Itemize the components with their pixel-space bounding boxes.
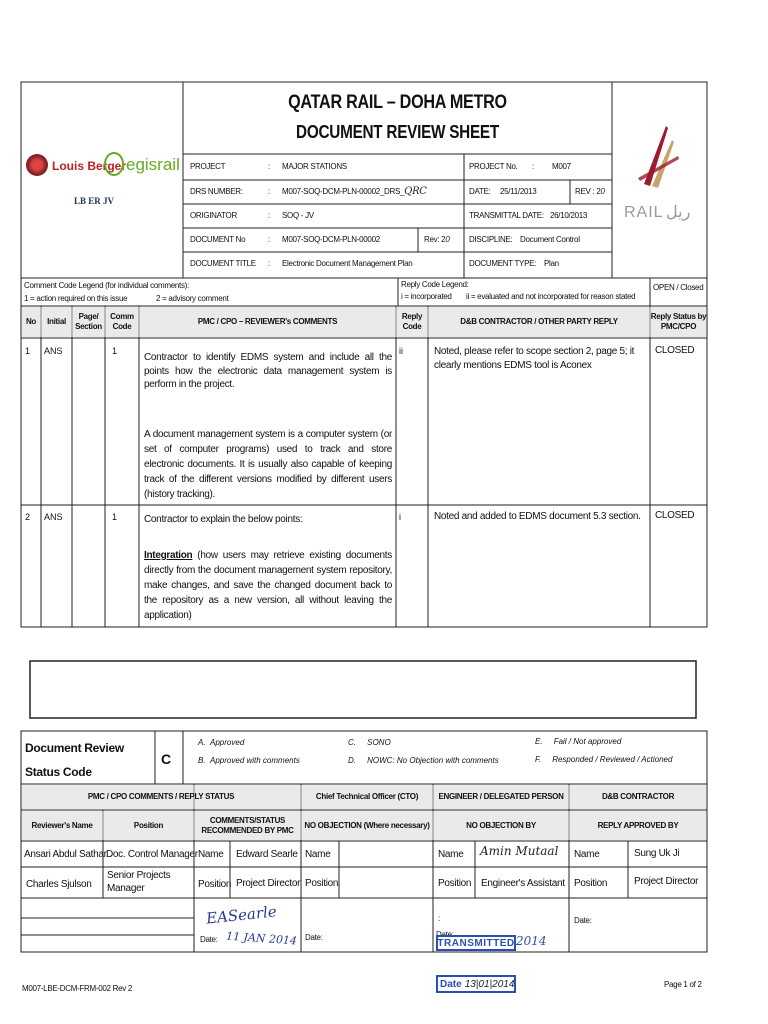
status-code-label-1: Document Review xyxy=(25,741,124,755)
db-date-label: Date: xyxy=(574,916,592,925)
originator-label: ORIGINATOR xyxy=(190,211,237,220)
row-initial: ANS xyxy=(44,346,63,356)
cto-position-label: Position xyxy=(198,879,232,890)
option-text: NOWC: No Objection with comments xyxy=(367,756,499,765)
col-no: No xyxy=(25,317,37,326)
option-key: F. xyxy=(535,755,542,764)
row-comm-code: 1 xyxy=(112,346,118,356)
col-initial: Initial xyxy=(47,317,66,326)
stamp-text: TRANSMITTED xyxy=(437,937,515,949)
db-name-value: Sung Uk Ji xyxy=(634,848,680,859)
comment-legend-2: 2 = advisory comment xyxy=(156,294,229,303)
eng-date-label: Date: xyxy=(436,930,454,939)
comments-status-header: COMMENTS/STATUS RECOMMENDED BY PMC xyxy=(201,815,294,835)
doctitle-label: DOCUMENT TITLE xyxy=(190,259,256,268)
option-key: A. xyxy=(198,738,206,747)
option-text: Fail / Not approved xyxy=(553,737,622,746)
transmittal-value: 26/10/2013 xyxy=(550,211,588,220)
cto-signature: EASearle xyxy=(205,902,278,928)
projno-label: PROJECT No. xyxy=(469,162,518,171)
eng-date-colon: : xyxy=(438,914,441,923)
status-option-d xyxy=(348,756,499,766)
date-value: 25/11/2013 xyxy=(500,187,537,196)
discipline-value: Document Control xyxy=(520,235,580,244)
noobj-name-label: Name xyxy=(305,849,331,860)
col-reply-code: Reply Code xyxy=(401,312,423,331)
page-number: Page 1 of 2 xyxy=(664,980,702,989)
drs-colon: : xyxy=(268,187,271,196)
docno-rev-hand: 0 xyxy=(445,235,450,244)
reviewer-1-name: Ansari Abdul Sathar xyxy=(24,849,107,860)
option-text: Approved xyxy=(210,738,245,747)
comment-legend-1: 1 = action required on this issue xyxy=(24,294,128,303)
option-text: Approved with comments xyxy=(210,756,300,765)
option-key: C. xyxy=(348,738,356,747)
qatar-rail-logo xyxy=(618,114,700,234)
eng-position-label: Position xyxy=(438,878,472,889)
col-comm-code: Comm Code xyxy=(110,312,134,331)
originator-colon: : xyxy=(268,211,271,220)
status-code-value: C xyxy=(161,751,172,767)
rev-field xyxy=(575,187,605,197)
cto-signature-date: 11 JAN 2014 xyxy=(225,929,298,948)
row-status: CLOSED xyxy=(655,510,695,521)
rail-logo-arabic-text: ريل xyxy=(666,204,691,221)
reply-legend-ii: ii = evaluated and not incorporated for reason stated xyxy=(466,292,636,301)
jv-label: LB ER JV xyxy=(74,196,115,206)
project-label: PROJECT xyxy=(190,162,226,171)
col-comments: PMC / CPO – REVIEWER's COMMENTS xyxy=(197,317,338,326)
row-no: 1 xyxy=(25,346,31,356)
db-header: D&B CONTRACTOR xyxy=(601,792,675,801)
no-objection-by-header: NO OBJECTION BY xyxy=(466,820,536,830)
noobj-position-label: Position xyxy=(305,878,339,889)
originator-value: SOQ - JV xyxy=(282,211,314,220)
row-reply-code: ii xyxy=(399,346,403,356)
docno-colon: : xyxy=(268,235,271,244)
status-option-f xyxy=(535,755,672,765)
db-position-label: Position xyxy=(574,878,608,889)
reviewer-2-position: Senior Projects Manager xyxy=(107,870,171,894)
drs-label: DRS NUMBER: xyxy=(190,187,243,196)
transmitted-stamp xyxy=(436,935,516,951)
cto-name-label: Name xyxy=(198,849,224,860)
row-comment-p2 xyxy=(144,548,392,623)
docno-rev-label: Rev: 2 xyxy=(424,235,446,244)
cto-header: Chief Technical Officer (CTO) xyxy=(315,792,419,801)
row-no: 2 xyxy=(25,512,31,522)
row-initial: ANS xyxy=(44,512,63,522)
rail-logo-text: RAIL xyxy=(624,204,664,221)
option-key: E. xyxy=(535,737,543,746)
position-header: Position xyxy=(133,820,164,830)
qatar-rail-emblem-icon xyxy=(618,114,700,204)
docno-rev xyxy=(424,235,449,245)
row-comment-p1: Contractor to identify EDMS system and include all the points how the electronic data management system is perform in the project. xyxy=(144,352,392,390)
status-code-label-2: Status Code xyxy=(25,765,92,779)
page-title: QATAR RAIL – DOHA METRO xyxy=(288,92,507,113)
doctype-value: Plan xyxy=(544,259,559,268)
reply-approved-by-header: REPLY APPROVED BY xyxy=(597,820,679,830)
projno-value: M007 xyxy=(552,162,571,171)
comment-legend-title: Comment Code Legend (for individual comments): xyxy=(24,281,189,290)
reply-legend-title: Reply Code Legend: xyxy=(401,280,469,289)
col-page-section: Page/ Section xyxy=(75,312,102,331)
cto-name-value: Edward Searle xyxy=(236,849,298,860)
status-option-e xyxy=(535,737,621,747)
integration-term: Integration xyxy=(144,550,193,561)
rev-hand: 0 xyxy=(600,187,605,196)
doctitle-colon: : xyxy=(268,259,271,268)
left-logo xyxy=(26,152,181,212)
eng-signature: Amin Mutaal xyxy=(480,844,559,858)
open-closed-legend: OPEN / Closed xyxy=(653,283,704,292)
integration-desc: (how users may retrieve existing documents directly from the document management system repository, make changes, and save the changed document back to the repository as a new version, all without leaving the application) xyxy=(144,550,392,621)
row-reply-code: i xyxy=(399,512,401,522)
db-name-label: Name xyxy=(574,849,600,860)
noobj-date-label: Date: xyxy=(305,933,323,942)
discipline-label: DISCIPLINE: xyxy=(469,235,513,244)
stamp-year: 2014 xyxy=(516,934,547,948)
db-position-value: Project Director xyxy=(634,876,699,887)
cto-date-label: Date: xyxy=(200,935,218,944)
louis-berger-logo-text: Louis Berger xyxy=(52,159,127,173)
page-subtitle: DOCUMENT REVIEW SHEET xyxy=(296,122,499,142)
drs-number: M007-SOQ-DCM-PLN-00002_DRS_ xyxy=(282,187,405,196)
row-comment-p1: Contractor to explain the below points: xyxy=(144,514,303,525)
reply-legend-i: i = incorporated xyxy=(401,292,452,301)
louis-berger-seal-icon xyxy=(26,154,48,176)
reviewer-1-position: Doc. Control Manager xyxy=(106,849,198,860)
status-option-c xyxy=(348,738,391,748)
row-reply: Noted and added to EDMS document 5.3 section. xyxy=(434,511,641,522)
option-text: SONO xyxy=(367,738,391,747)
stamp-date-label: Date xyxy=(440,978,462,990)
status-option-b xyxy=(198,756,300,766)
option-text: Responded / Reviewed / Actioned xyxy=(552,755,673,764)
reviewer-2-name: Charles Sjulson xyxy=(26,879,92,890)
stamp-date-value: 13|01|2014 xyxy=(464,978,515,990)
egis-e-icon xyxy=(104,152,124,176)
eng-name-label: Name xyxy=(438,849,464,860)
engineer-header: ENGINEER / DELEGATED PERSON xyxy=(438,792,564,801)
no-objection-where-header: NO OBJECTION (Where necessary) xyxy=(304,820,430,830)
docno-label: DOCUMENT No xyxy=(190,235,246,244)
eng-position-value: Engineer's Assistant xyxy=(481,878,565,889)
cto-position-value: Project Director xyxy=(236,878,301,889)
doctype-label: DOCUMENT TYPE: xyxy=(469,259,537,268)
drs-handwritten: QRC xyxy=(404,186,427,197)
projno-colon: : xyxy=(532,162,535,171)
status-option-a xyxy=(198,738,244,748)
doctitle-value: Electronic Document Management Plan xyxy=(282,259,413,268)
row-reply: Noted, please refer to scope section 2, page 5; it clearly mentions EDMS tool is Aconex xyxy=(434,346,635,371)
transmittal-label: TRANSMITTAL DATE: xyxy=(469,211,544,220)
col-reply-status: Reply Status by PMC/CPO xyxy=(650,312,707,331)
option-key: B. xyxy=(198,756,206,765)
date-label: DATE: xyxy=(469,187,491,196)
row-comm-code: 1 xyxy=(112,512,118,522)
row-status: CLOSED xyxy=(655,345,695,356)
egisrail-logo-text: egisrail xyxy=(126,155,180,174)
form-code: M007-LBE-DCM-FRM-002 Rev 2 xyxy=(22,984,133,993)
row-comment-p2: A document management system is a computer system (or set of computer programs) used to track and store electronic documents. It is usually also capable of keeping track of the different versions modified by different users (history tracking). xyxy=(144,429,392,500)
reviewer-name-header: Reviewer's Name xyxy=(31,820,93,830)
docno-value: M007-SOQ-DCM-PLN-00002 xyxy=(282,235,380,244)
drs-value xyxy=(282,187,427,197)
col-reply: D&B CONTRACTOR / OTHER PARTY REPLY xyxy=(460,317,618,326)
option-key: D. xyxy=(348,756,356,765)
rev-label: REV : 2 xyxy=(575,187,601,196)
stamp-date-box xyxy=(436,975,516,993)
pmc-header: PMC / CPO COMMENTS / REPLY STATUS xyxy=(87,792,235,801)
project-value: MAJOR STATIONS xyxy=(282,162,347,171)
project-colon: : xyxy=(268,162,271,171)
